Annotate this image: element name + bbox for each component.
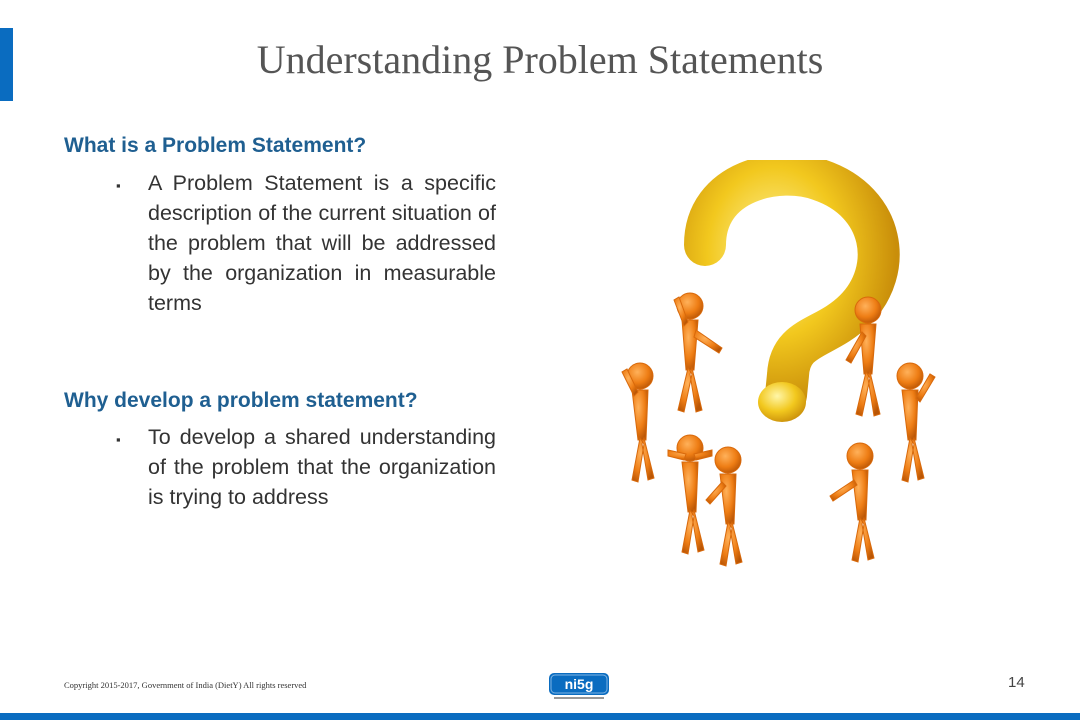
copyright-text: Copyright 2015-2017, Government of India (DietY) All rights reserved	[64, 680, 307, 690]
bullet-what	[116, 168, 496, 318]
logo-text: ni5g	[564, 676, 594, 692]
section-heading-why: Why develop a problem statement?	[64, 389, 418, 412]
logo-tagline-line	[554, 697, 604, 699]
footer-accent-bar	[0, 713, 1080, 720]
bullet-why	[116, 422, 496, 512]
question-mark-dot	[758, 382, 806, 422]
question-mark-illustration	[610, 160, 950, 580]
bullet-square-icon: ▪	[116, 178, 121, 193]
slide-title: Understanding Problem Statements	[256, 37, 824, 82]
bullet-text-why: To develop a shared understanding of the problem that the organization is trying to address	[148, 425, 496, 509]
question-mark-curve	[705, 175, 879, 395]
section-heading-what: What is a Problem Statement?	[64, 134, 367, 157]
page-number: 14	[1008, 674, 1025, 691]
bullet-square-icon: ▪	[116, 432, 121, 447]
orange-figures-illustration	[622, 293, 935, 566]
nisg-logo	[548, 672, 610, 702]
bullet-text-what: A Problem Statement is a specific description of the current situation of the problem that will be addressed by the organization in measurable terms	[148, 171, 496, 315]
